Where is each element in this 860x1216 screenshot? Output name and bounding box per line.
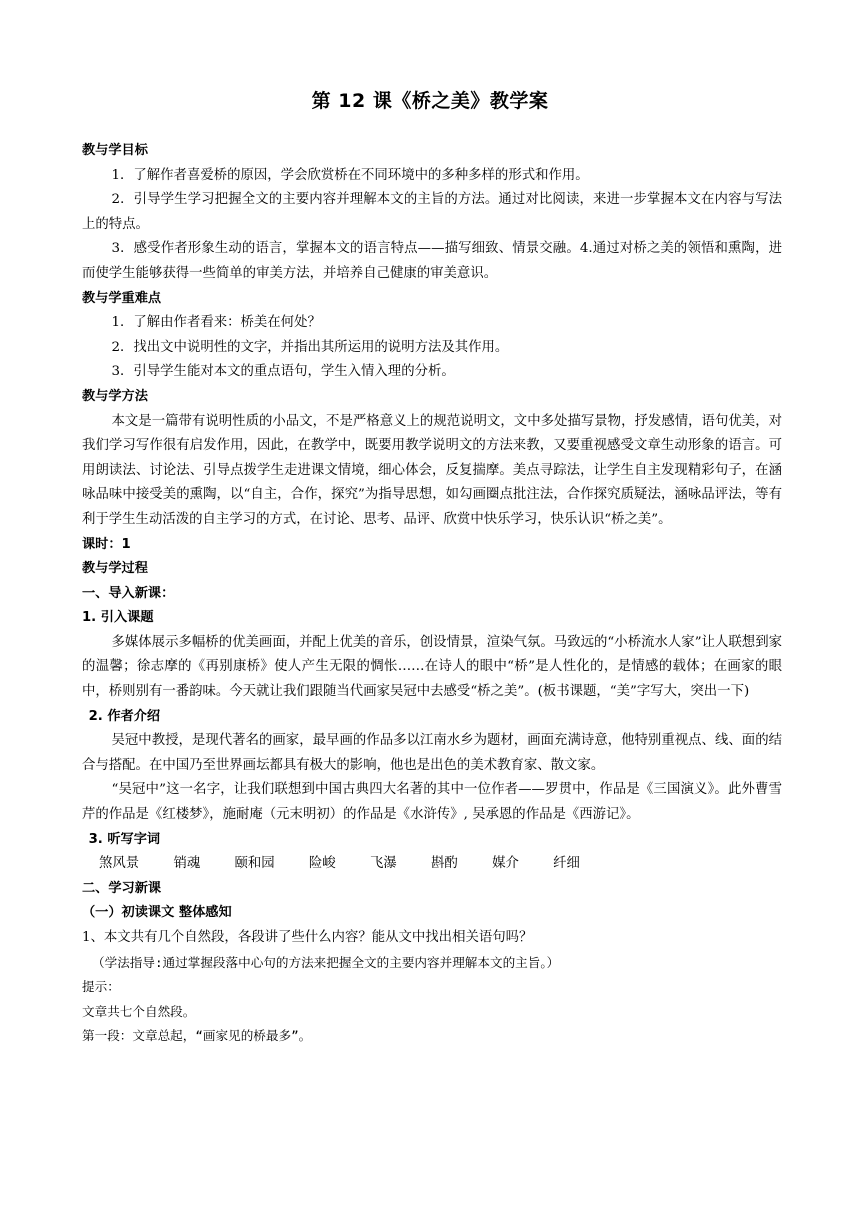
class-hours: 课时：1	[82, 536, 131, 552]
hint-line: 第一段：文章总起，“画家见的桥最多”。	[82, 1028, 312, 1044]
author-paragraph: “吴冠中”这一名字，让我们联想到中国古典四大名著的其中一位作者——罗贯中，作品是《三国演义》。此外曹雪芹的作品是《红楼梦》，施耐庵（元末明初）的作品是《水浒传》, 吴承恩的作品是《西游记》。	[82, 782, 782, 823]
document-body	[82, 139, 782, 1049]
question-1-note: （学法指导:通过掌握段落中心句的方法来把握全文的主要内容并理解本文的主旨。）	[92, 954, 560, 970]
vocab-word: 颐和园	[234, 856, 275, 872]
question-1: 1、本文共有几个自然段，各段讲了些什么内容？能从文中找出相关语句吗？	[82, 930, 533, 945]
goal-item: 2．引导学生学习把握全文的主要内容并理解本文的主旨的方法。通过对比阅读，来进一步掌握本文在内容与写法上的特点。	[82, 192, 782, 232]
author-paragraph: 吴冠中教授，是现代著名的画家，最早画的作品多以江南水乡为题材，画面充满诗意，他特别重视点、线、面的结合与搭配。在中国乃至世界画坛都具有极大的影响，他也是出色的美术教育家、散文家。	[82, 733, 782, 773]
goals-heading: 教与学目标	[82, 143, 148, 158]
document-title: 第 12 课《桥之美》教学案	[311, 90, 549, 112]
vocab-word: 飞瀑	[369, 856, 397, 872]
part2-heading: 二、学习新课	[82, 880, 162, 896]
difficulties-heading: 教与学重难点	[82, 290, 162, 306]
methods-paragraph: 本文是一篇带有说明性质的小品文，不是严格意义上的规范说明文，文中多处描写景物，抒发感情，语句优美，对我们学习写作很有启发作用，因此，在教学中，既要用教学说明文的方法来教，又要重视感受文章生动形象的语言。可用朗读法、讨论法、引导点拨学生走进课文情境，细心体会，反复揣摩。美点寻踪法，让学生自主发现精彩句子，在涵咏品味中接受美的熏陶，以“自主，合作，探究”为指导思想，如勾画圈点批注法，合作探究质疑法，涵咏品评法，等有利于学生生动活泼的自主学习的方式，在讨论、思考、品评、欣赏中快乐学习，快乐认识“桥之美”。	[82, 413, 782, 527]
part1-heading: 一、导入新课：	[82, 585, 175, 601]
difficulty-item: 1．了解由作者看来：桥美在何处？	[111, 315, 321, 331]
vocab-word: 销魂	[173, 856, 201, 872]
methods-heading: 教与学方法	[82, 388, 148, 404]
vocab-word: 媒介	[492, 856, 519, 872]
vocab-word: 险峻	[308, 856, 336, 872]
goal-item: 3．感受作者形象生动的语言，掌握本文的语言特点——描写细致、情景交融。4.通过对桥之美的领悟和熏陶，进而使学生能够获得一些简单的审美方法，并培养自己健康的审美意识。	[82, 241, 782, 281]
hint-line: 文章共七个自然段。	[82, 1003, 196, 1019]
intro-paragraph: 多媒体展示多幅桥的优美画面，并配上优美的音乐，创设情景，渲染气氛。马致远的“小桥流水人家”让人联想到家的温馨；徐志摩的《再别康桥》使人产生无限的惆怅……在诗人的眼中“桥”是人性化的，是情感的载体；在画家的眼中，桥则别有一番韵味。今天就让我们跟随当代画家吴冠中去感受“桥之美”。(板书课题，“美”字写大，突出一下)	[82, 634, 782, 700]
difficulty-item: 3．引导学生能对本文的重点语句，学生入情入理的分析。	[111, 364, 455, 380]
difficulty-item: 2．找出文中说明性的文字，并指出其所运用的说明方法及其作用。	[111, 339, 509, 355]
vocab-word: 煞风景	[99, 856, 140, 872]
vocab-list	[82, 852, 782, 877]
vocab-word: 纤细	[553, 856, 580, 872]
author-heading: 2. 作者介绍	[88, 708, 161, 724]
hint-label: 提示：	[82, 979, 120, 995]
dictation-heading: 3. 听写字词	[88, 831, 161, 847]
process-heading: 教与学过程	[82, 561, 148, 577]
vocab-word: 斟酌	[431, 856, 458, 872]
intro-heading: 1. 引入课题	[82, 610, 154, 626]
goal-item: 1．了解作者喜爱桥的原因，学会欣赏桥在不同环境中的多种多样的形式和作用。	[111, 167, 589, 183]
reading-heading: （一）初读课文 整体感知	[82, 905, 232, 921]
